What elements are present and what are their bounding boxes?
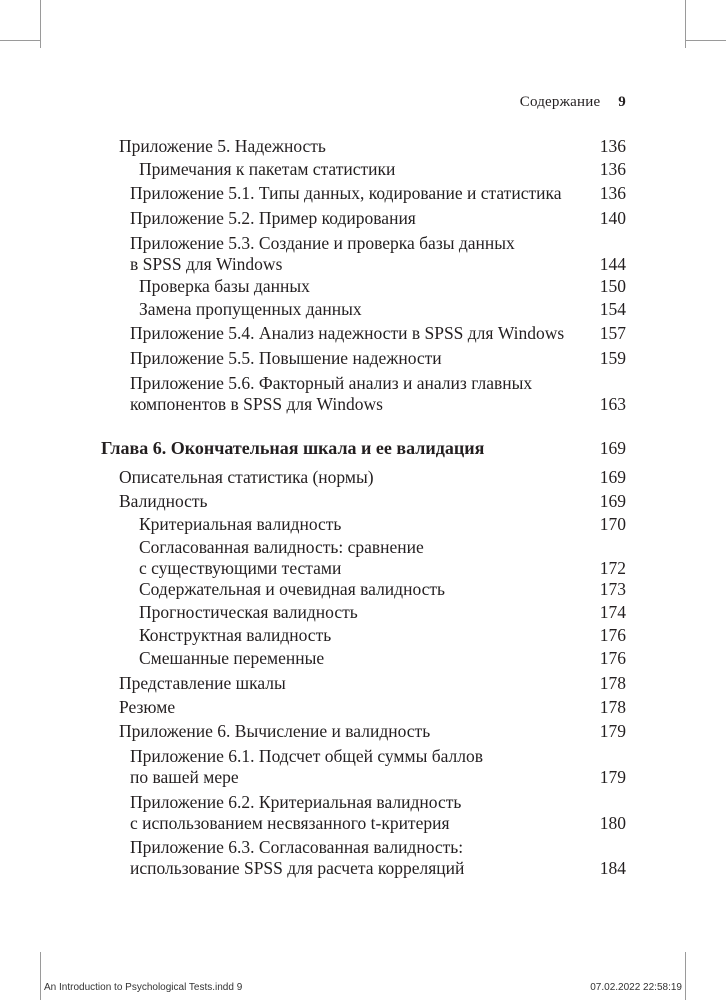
crop-mark xyxy=(0,40,40,41)
toc-entry-title: Смешанные переменные xyxy=(139,648,325,668)
toc-entry-page: 157 xyxy=(599,323,626,343)
toc-entry-page: 176 xyxy=(599,625,626,645)
toc-entry-title: Примечания к пакетам статистики xyxy=(139,159,396,179)
toc-entry-page: 170 xyxy=(599,514,626,534)
toc-entry-page: 178 xyxy=(599,673,626,693)
toc-entry-title: Представление шкалы xyxy=(119,673,286,693)
toc-entry-title: Конструктная валидность xyxy=(139,625,332,645)
toc-entry-page: 163 xyxy=(599,394,626,414)
toc-entry-page: 144 xyxy=(599,254,626,274)
toc-entry-page: 169 xyxy=(599,467,626,487)
toc-entry-title: Приложение 5.1. Типы данных, кодирование и статистика xyxy=(130,183,562,203)
toc-entry-title: Приложение 5.4. Анализ надежности в SPSS для Windows xyxy=(130,323,565,343)
toc-entry-page: 178 xyxy=(599,697,626,717)
toc-entry-title: Приложение 5.3. Создание и проверка базы данных в SPSS для Windows xyxy=(130,233,515,274)
toc-entry-page: 172 xyxy=(599,558,626,578)
crop-mark xyxy=(686,40,726,41)
print-slug xyxy=(44,982,682,993)
toc-entry-page: 169 xyxy=(599,491,626,511)
toc-entry-title: Согласованная валидность: сравнение с существующими тестами xyxy=(139,537,424,578)
toc-entry-page: 176 xyxy=(599,648,626,668)
toc-entry-page: 140 xyxy=(599,208,626,228)
toc-entry-page: 169 xyxy=(599,438,626,458)
toc-entry-title: Глава 6. Окончательная шкала и ее валидация xyxy=(101,438,485,458)
toc-entry-title: Описательная статистика (нормы) xyxy=(119,467,374,487)
page-number: 9 xyxy=(618,94,626,110)
toc-entry-page: 180 xyxy=(599,813,626,833)
toc-entry-page: 154 xyxy=(599,299,626,319)
running-head xyxy=(520,94,626,111)
running-head-title: Содержание xyxy=(519,94,601,110)
slug-filename: An Introduction to Psychological Tests.indd 9 xyxy=(44,982,243,993)
toc-entry-title: Приложение 6.2. Критериальная валидность с использованием несвязанного t-критерия xyxy=(130,792,462,833)
toc-entry-page: 184 xyxy=(599,858,626,878)
toc-entry-title: Приложение 5.5. Повышение надежности xyxy=(130,348,442,368)
toc-entry-title: Проверка базы данных xyxy=(139,276,310,296)
toc-entry-page: 179 xyxy=(599,721,626,741)
toc-entry-page: 179 xyxy=(599,767,626,787)
toc-entry-page: 159 xyxy=(599,348,626,368)
toc-entry-page: 136 xyxy=(599,136,626,156)
toc-entry-title: Приложение 5. Надежность xyxy=(119,136,326,156)
toc-entry-page: 174 xyxy=(599,602,626,622)
toc-entry-page: 136 xyxy=(599,183,626,203)
toc-entry-title: Валидность xyxy=(119,491,208,511)
toc-entry-title: Критериальная валидность xyxy=(139,514,342,534)
toc-entry-title: Прогностическая валидность xyxy=(139,602,358,622)
toc-entry-page: 173 xyxy=(599,579,626,599)
toc-entry-title: Приложение 6. Вычисление и валидность xyxy=(119,721,431,741)
toc-entry-title: Приложение 5.6. Факторный анализ и анализ главных компонентов в SPSS для Windows xyxy=(130,373,533,414)
toc-entry-page: 136 xyxy=(599,159,626,179)
crop-mark xyxy=(685,952,686,1000)
toc-entry-title: Замена пропущенных данных xyxy=(139,299,362,319)
toc-entry-title: Приложение 6.1. Подсчет общей суммы баллов по вашей мере xyxy=(130,746,483,787)
toc-entry-page: 150 xyxy=(599,276,626,296)
toc-entry-title: Резюме xyxy=(119,697,176,717)
crop-mark xyxy=(40,952,41,1000)
toc-entry-title: Содержательная и очевидная валидность xyxy=(139,579,446,599)
crop-mark xyxy=(40,0,41,48)
toc-entry-title: Приложение 5.2. Пример кодирования xyxy=(130,208,416,228)
toc-entry-title: Приложение 6.3. Согласованная валидность: использование SPSS для расчета корреляций xyxy=(130,837,465,878)
slug-timestamp: 07.02.2022 22:58:19 xyxy=(590,982,682,993)
